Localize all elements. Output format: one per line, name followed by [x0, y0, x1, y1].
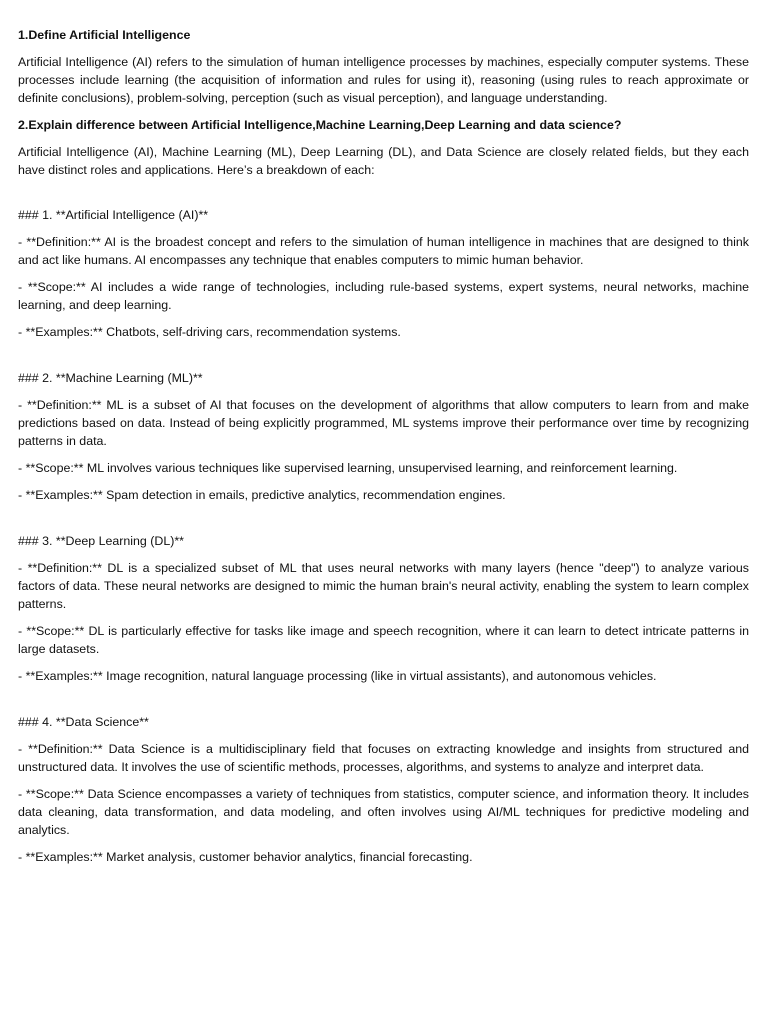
section-heading: ### 4. **Data Science** — [18, 715, 149, 729]
examples-item: - **Examples:** Spam detection in emails, predictive analytics, recommendation engines. — [18, 488, 506, 502]
examples-item: - **Examples:** Image recognition, natural language processing (like in virtual assistants), and autonomous vehicles. — [18, 669, 657, 683]
question-2-title: 2.Explain difference between Artificial Intelligence,Machine Learning,Deep Learning and data science? — [18, 118, 622, 132]
definition-item: - **Definition:** Data Science is a multidisciplinary field that focuses on extracting knowledge and insights from structured and unstructured data. It involves the use of scientific methods, processes, algorithms, and systems to analyze and interpret data. — [18, 742, 749, 774]
section-heading: ### 2. **Machine Learning (ML)** — [18, 371, 203, 385]
definition-item: - **Definition:** AI is the broadest concept and refers to the simulation of human intelligence in machines that are designed to think and act like humans. AI encompasses any technique that enables computers to mimic human behavior. — [18, 235, 749, 267]
definition-item: - **Definition:** DL is a specialized subset of ML that uses neural networks with many layers (hence "deep") to analyze various factors of data. These neural networks are designed to mimic the human brain's neural activity, enabling the system to learn complex patterns. — [18, 561, 749, 611]
examples-item: - **Examples:** Chatbots, self-driving cars, recommendation systems. — [18, 325, 401, 339]
scope-item: - **Scope:** Data Science encompasses a variety of techniques from statistics, computer science, and information theory. It includes data cleaning, data transformation, and data modeling, and often involves using AI/ML techniques for predictive modeling and analytics. — [18, 787, 749, 837]
section-heading: ### 3. **Deep Learning (DL)** — [18, 534, 185, 548]
question-2-intro: Artificial Intelligence (AI), Machine Learning (ML), Deep Learning (DL), and Data Science are closely related fields, but they each have distinct roles and applications. Here’s a breakdown of each: — [18, 145, 749, 177]
scope-item: - **Scope:** AI includes a wide range of technologies, including rule-based systems, expert systems, neural networks, machine learning, and deep learning. — [18, 280, 749, 312]
section-data-science — [18, 713, 749, 866]
scope-item: - **Scope:** DL is particularly effective for tasks like image and speech recognition, where it can learn to detect intricate patterns in large datasets. — [18, 624, 749, 656]
definition-item: - **Definition:** ML is a subset of AI that focuses on the development of algorithms that allow computers to learn from and make predictions based on data. Instead of being explicitly programmed, ML systems improve their performance over time by recognizing patterns in data. — [18, 398, 749, 448]
section-ml — [18, 369, 749, 504]
scope-item: - **Scope:** ML involves various techniques like supervised learning, unsupervised learning, and reinforcement learning. — [18, 461, 678, 475]
section-dl — [18, 532, 749, 685]
document-page — [18, 26, 749, 875]
question-1-title: 1.Define Artificial Intelligence — [18, 28, 191, 42]
examples-item: - **Examples:** Market analysis, customer behavior analytics, financial forecasting. — [18, 850, 473, 864]
question-1-answer: Artificial Intelligence (AI) refers to the simulation of human intelligence processes by machines, especially computer systems. These processes include learning (the acquisition of information and rules for using it), reasoning (using rules to reach approximate or definite conclusions), problem-solving, perception (such as visual perception), and language understanding. — [18, 55, 749, 105]
section-heading: ### 1. **Artificial Intelligence (AI)** — [18, 208, 209, 222]
section-ai — [18, 206, 749, 341]
